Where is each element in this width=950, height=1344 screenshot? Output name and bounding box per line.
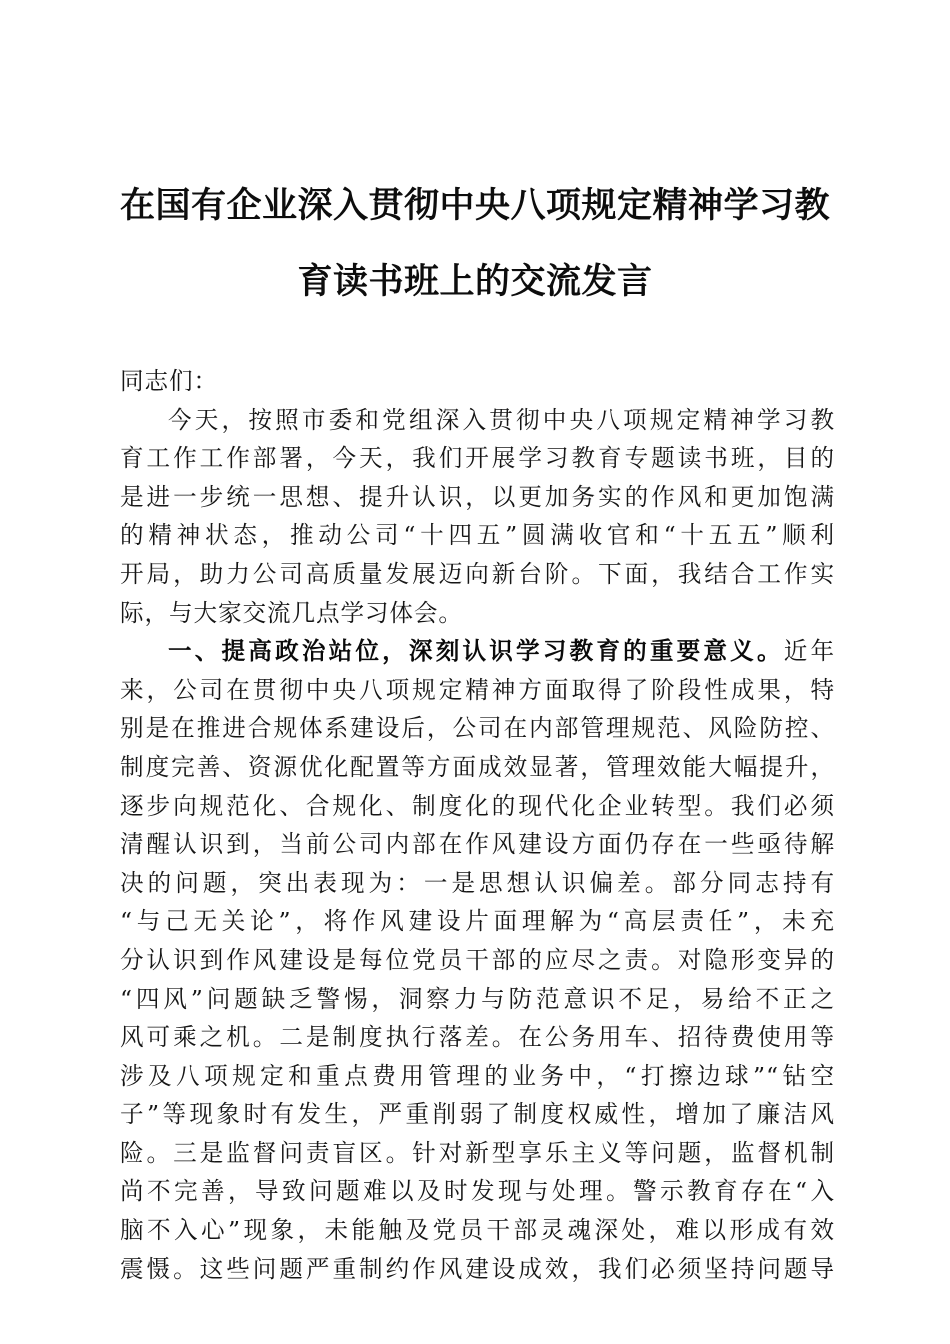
title-line: 育读书班上的交流发言 (297, 261, 653, 302)
paragraph-line: 的精神状态，推动公司“十四五”圆满收官和“十五五”顺利 (120, 521, 835, 550)
section-heading-continuation: 近年 (783, 637, 835, 666)
paragraph-line: 震慑。这些问题严重制约作风建设成效，我们必须坚持问题导 (120, 1254, 835, 1283)
paragraph-line: 清醒认识到，当前公司内部在作风建设方面仍存在一些亟待解 (120, 830, 835, 859)
paragraph-line: 涉及八项规定和重点费用管理的业务中，“打擦边球”“钻空 (120, 1061, 835, 1090)
paragraph-line: 制度完善、资源优化配置等方面成效显著，管理效能大幅提升， (120, 752, 835, 781)
paragraph-line: 决的问题，突出表现为：一是思想认识偏差。部分同志持有 (120, 868, 835, 897)
paragraph-line: 尚不完善，导致问题难以及时发现与处理。警示教育存在“入 (120, 1177, 835, 1206)
paragraph-intro (120, 401, 835, 633)
paragraph-line: 脑不入心”现象，未能触及党员干部灵魂深处，难以形成有效 (120, 1216, 835, 1245)
paragraph-line: 子”等现象时有发生，严重削弱了制度权威性，增加了廉洁风 (120, 1100, 835, 1129)
paragraph-line: 际，与大家交流几点学习体会。 (120, 598, 463, 627)
paragraph-line: “与己无关论”，将作风建设片面理解为“高层责任”，未充 (120, 907, 835, 936)
paragraph-line: 险。三是监督问责盲区。针对新型享乐主义等问题，监督机制 (120, 1138, 835, 1167)
paragraph-line: 今天，按照市委和党组深入贯彻中央八项规定精神学习教 (168, 405, 835, 434)
section-1 (120, 632, 835, 1288)
paragraph-line: 是进一步统一思想、提升认识，以更加务实的作风和更加饱满 (120, 482, 835, 511)
document-body (120, 362, 835, 1288)
document-title (100, 168, 850, 320)
paragraph-line: 风可乘之机。二是制度执行落差。在公务用车、招待费使用等 (120, 1023, 835, 1052)
paragraph-line: 逐步向规范化、合规化、制度化的现代化企业转型。我们必须 (120, 791, 835, 820)
section-heading: 一、提高政治站位，深刻认识学习教育的重要意义。 (168, 637, 784, 666)
title-line: 在国有企业深入贯彻中央八项规定精神学习教 (119, 185, 830, 226)
paragraph-line: 分认识到作风建设是每位党员干部的应尽之责。对隐形变异的 (120, 945, 835, 974)
paragraph-line: 育工作工作部署，今天，我们开展学习教育专题读书班，目的 (120, 444, 835, 473)
paragraph-line: 来，公司在贯彻中央八项规定精神方面取得了阶段性成果，特 (120, 675, 835, 704)
paragraph-line: 开局，助力公司高质量发展迈向新台阶。下面，我结合工作实 (120, 559, 835, 588)
salutation: 同志们： (120, 367, 218, 395)
paragraph-line: “四风”问题缺乏警惕，洞察力与防范意识不足，易给不正之 (120, 984, 835, 1013)
paragraph-line: 别是在推进合规体系建设后，公司在内部管理规范、风险防控、 (120, 714, 835, 743)
section-first-line (120, 632, 835, 671)
